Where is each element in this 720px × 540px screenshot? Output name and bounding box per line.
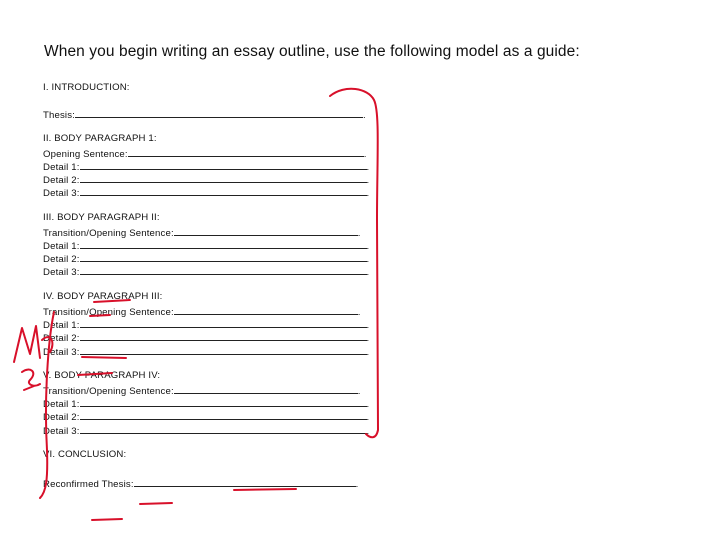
body1-detail1-line: Detail 1: . xyxy=(43,159,369,174)
body4-opening-blank[interactable] xyxy=(174,383,358,394)
body4-heading: V. BODY PARAGRAPH IV: xyxy=(43,370,161,381)
body1-opening-label: Opening Sentence: xyxy=(43,149,128,160)
body1-heading: II. BODY PARAGRAPH 1: xyxy=(43,133,157,144)
body1-detail2-line: Detail 2: . xyxy=(43,172,369,187)
conclusion-heading: VI. CONCLUSION: xyxy=(43,449,127,460)
body4-detail1-line: Detail 1: . xyxy=(43,396,369,411)
body3-detail1-line: Detail 1: . xyxy=(43,317,369,332)
body2-opening-line: Transition/Opening Sentence: . xyxy=(43,225,361,240)
body4-detail3-blank[interactable] xyxy=(80,423,367,434)
ink-dash-4 xyxy=(140,503,172,504)
body3-opening-line: Transition/Opening Sentence: . xyxy=(43,304,361,319)
body3-heading: IV. BODY PARAGRAPH III: xyxy=(43,291,163,302)
body2-detail1-blank[interactable] xyxy=(80,238,367,249)
body4-detail2-label: Detail 2: xyxy=(43,412,80,423)
ink-margin-scribble-2 xyxy=(22,370,40,386)
body3-detail1-label: Detail 1: xyxy=(43,320,80,331)
body4-detail2-blank[interactable] xyxy=(80,409,367,420)
thesis-label: Thesis: xyxy=(43,110,75,121)
body1-detail3-blank[interactable] xyxy=(80,185,367,196)
body1-detail1-blank[interactable] xyxy=(80,159,367,170)
body3-detail2-line: Detail 2: . xyxy=(43,330,369,345)
body1-detail3-line: Detail 3: . xyxy=(43,185,369,200)
body3-detail2-blank[interactable] xyxy=(80,330,367,341)
ink-dash-3 xyxy=(92,519,122,520)
reconfirmed-thesis-label: Reconfirmed Thesis: xyxy=(43,479,134,490)
body2-opening-label: Transition/Opening Sentence: xyxy=(43,228,174,239)
body3-detail1-blank[interactable] xyxy=(80,317,367,328)
body3-detail3-blank[interactable] xyxy=(80,344,367,355)
body4-detail3-line: Detail 3: . xyxy=(43,423,369,438)
body2-detail2-line: Detail 2: . xyxy=(43,251,369,266)
body1-detail2-label: Detail 2: xyxy=(43,175,80,186)
body2-detail3-label: Detail 3: xyxy=(43,267,80,278)
body3-opening-label: Transition/Opening Sentence: xyxy=(43,307,174,318)
reconfirmed-thesis-blank[interactable] xyxy=(134,476,356,487)
body3-detail2-label: Detail 2: xyxy=(43,333,80,344)
body4-detail1-blank[interactable] xyxy=(80,396,367,407)
body4-detail2-line: Detail 2: . xyxy=(43,409,369,424)
body2-detail1-label: Detail 1: xyxy=(43,241,80,252)
intro-heading: I. INTRODUCTION: xyxy=(43,82,130,93)
body1-detail3-label: Detail 3: xyxy=(43,188,80,199)
body4-opening-line: Transition/Opening Sentence: . xyxy=(43,383,361,398)
body1-opening-blank[interactable] xyxy=(128,146,364,157)
body2-detail3-blank[interactable] xyxy=(80,264,367,275)
thesis-line: Thesis: . xyxy=(43,107,366,122)
body3-opening-blank[interactable] xyxy=(174,304,358,315)
body2-detail3-line: Detail 3: . xyxy=(43,264,369,279)
body2-detail2-label: Detail 2: xyxy=(43,254,80,265)
body2-detail2-blank[interactable] xyxy=(80,251,367,262)
body2-opening-blank[interactable] xyxy=(174,225,358,236)
page-title: When you begin writing an essay outline, use the following model as a guide: xyxy=(44,43,580,60)
reconfirmed-thesis-line: Reconfirmed Thesis: . xyxy=(43,476,358,491)
body1-detail1-label: Detail 1: xyxy=(43,162,80,173)
body3-detail3-line: Detail 3: . xyxy=(43,344,369,359)
body4-detail1-label: Detail 1: xyxy=(43,399,80,410)
body4-detail3-label: Detail 3: xyxy=(43,426,80,437)
thesis-blank[interactable] xyxy=(75,107,363,118)
body1-detail2-blank[interactable] xyxy=(80,172,367,183)
body1-opening-line: Opening Sentence: . xyxy=(43,146,367,161)
ink-margin-scribble-3 xyxy=(24,386,34,390)
body4-opening-label: Transition/Opening Sentence: xyxy=(43,386,174,397)
body2-heading: III. BODY PARAGRAPH II: xyxy=(43,212,160,223)
body2-detail1-line: Detail 1: . xyxy=(43,238,369,253)
body3-detail3-label: Detail 3: xyxy=(43,347,80,358)
